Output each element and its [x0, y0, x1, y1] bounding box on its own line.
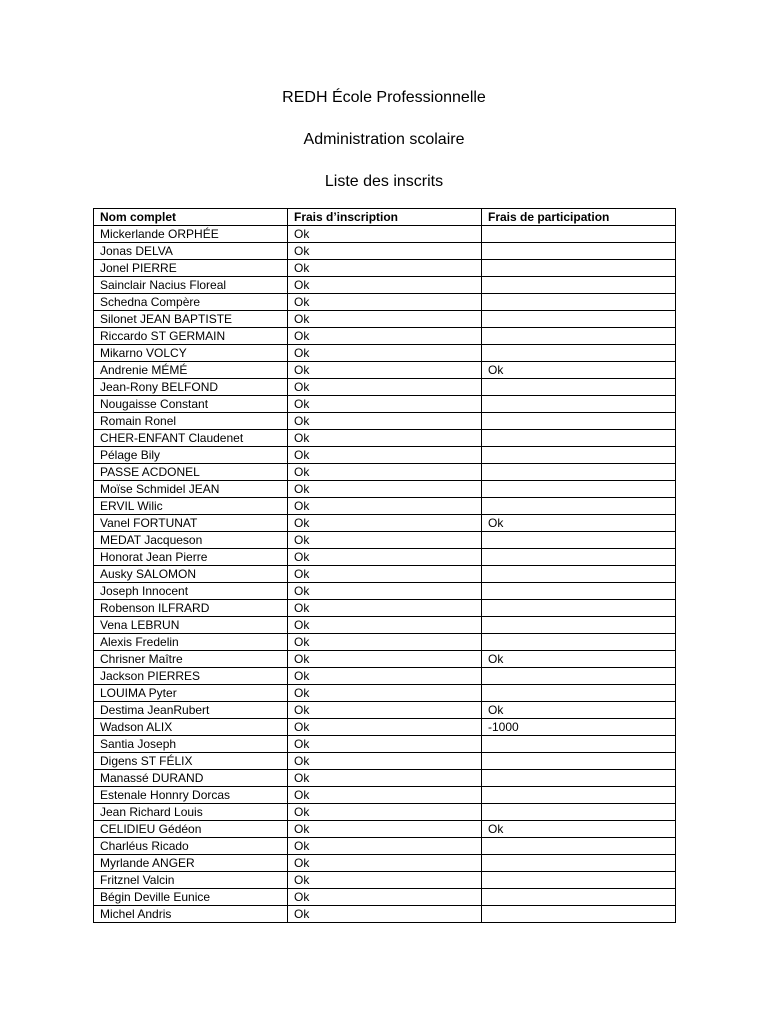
student-name-cell: Sainclair Nacius Floreal [94, 277, 288, 294]
table-row [94, 549, 676, 566]
participation-fee-cell: Ok [482, 821, 676, 838]
participation-fee-cell [482, 736, 676, 753]
participation-fee-cell [482, 566, 676, 583]
student-name-cell: Silonet JEAN BAPTISTE [94, 311, 288, 328]
table-row [94, 872, 676, 889]
table-row [94, 821, 676, 838]
participation-fee-cell [482, 430, 676, 447]
participation-fee-cell [482, 311, 676, 328]
participation-fee-cell [482, 583, 676, 600]
participation-fee-cell: Ok [482, 702, 676, 719]
registration-fee-cell: Ok [288, 753, 482, 770]
student-name-cell: Jackson PIERRES [94, 668, 288, 685]
table-row [94, 804, 676, 821]
registration-fee-cell: Ok [288, 328, 482, 345]
table-row [94, 600, 676, 617]
table-row [94, 294, 676, 311]
participation-fee-cell: Ok [482, 651, 676, 668]
registration-fee-cell: Ok [288, 838, 482, 855]
participation-fee-cell [482, 889, 676, 906]
participation-fee-cell [482, 855, 676, 872]
table-row [94, 345, 676, 362]
registration-fee-cell: Ok [288, 464, 482, 481]
registration-fee-cell: Ok [288, 855, 482, 872]
table-row [94, 430, 676, 447]
student-name-cell: CELIDIEU Gédéon [94, 821, 288, 838]
participation-fee-cell: -1000 [482, 719, 676, 736]
participation-fee-cell: Ok [482, 515, 676, 532]
participation-fee-cell [482, 396, 676, 413]
column-header-participation-fee: Frais de participation [482, 209, 676, 226]
registration-fee-cell: Ok [288, 260, 482, 277]
department-name: Administration scolaire [303, 131, 465, 148]
participation-fee-cell: Ok [482, 362, 676, 379]
participation-fee-cell [482, 447, 676, 464]
student-name-cell: Manassé DURAND [94, 770, 288, 787]
registration-fee-cell: Ok [288, 532, 482, 549]
table-row [94, 651, 676, 668]
student-name-cell: Chrisner Maître [94, 651, 288, 668]
participation-fee-cell [482, 226, 676, 243]
student-name-cell: Myrlande ANGER [94, 855, 288, 872]
student-name-cell: Bégin Deville Eunice [94, 889, 288, 906]
registration-fee-cell: Ok [288, 719, 482, 736]
student-name-cell: Schedna Compère [94, 294, 288, 311]
participation-fee-cell [482, 685, 676, 702]
participation-fee-cell [482, 668, 676, 685]
participation-fee-cell [482, 600, 676, 617]
participation-fee-cell [482, 804, 676, 821]
registration-fee-cell: Ok [288, 685, 482, 702]
registration-fee-cell: Ok [288, 736, 482, 753]
registration-fee-cell: Ok [288, 481, 482, 498]
registration-fee-cell: Ok [288, 889, 482, 906]
registration-fee-cell: Ok [288, 345, 482, 362]
student-name-cell: Estenale Honnry Dorcas [94, 787, 288, 804]
student-name-cell: Vanel FORTUNAT [94, 515, 288, 532]
table-row [94, 906, 676, 923]
registration-fee-cell: Ok [288, 413, 482, 430]
registration-fee-cell: Ok [288, 617, 482, 634]
participation-fee-cell [482, 277, 676, 294]
table-row [94, 583, 676, 600]
registration-fee-cell: Ok [288, 362, 482, 379]
participation-fee-cell [482, 413, 676, 430]
registration-fee-cell: Ok [288, 651, 482, 668]
participation-fee-cell [482, 328, 676, 345]
table-row [94, 311, 676, 328]
table-row [94, 855, 676, 872]
registration-fee-cell: Ok [288, 447, 482, 464]
student-name-cell: Wadson ALIX [94, 719, 288, 736]
registration-fee-cell: Ok [288, 821, 482, 838]
table-row [94, 277, 676, 294]
student-name-cell: Charléus Ricado [94, 838, 288, 855]
participation-fee-cell [482, 549, 676, 566]
table-row [94, 770, 676, 787]
participation-fee-cell [482, 260, 676, 277]
table-row [94, 838, 676, 855]
participation-fee-cell [482, 753, 676, 770]
participation-fee-cell [482, 838, 676, 855]
participation-fee-cell [482, 464, 676, 481]
student-name-cell: Pélage Bily [94, 447, 288, 464]
student-name-cell: Romain Ronel [94, 413, 288, 430]
table-row [94, 379, 676, 396]
table-row [94, 396, 676, 413]
participation-fee-cell [482, 617, 676, 634]
table-row [94, 787, 676, 804]
table-row [94, 889, 676, 906]
table-row [94, 226, 676, 243]
registration-fee-cell: Ok [288, 600, 482, 617]
participation-fee-cell [482, 634, 676, 651]
table-row [94, 566, 676, 583]
registration-fee-cell: Ok [288, 379, 482, 396]
table-row [94, 447, 676, 464]
student-name-cell: Jean-Rony BELFOND [94, 379, 288, 396]
registration-fee-cell: Ok [288, 549, 482, 566]
student-name-cell: CHER-ENFANT Claudenet [94, 430, 288, 447]
table-row [94, 481, 676, 498]
participation-fee-cell [482, 532, 676, 549]
registration-fee-cell: Ok [288, 515, 482, 532]
student-name-cell: PASSE ACDONEL [94, 464, 288, 481]
table-row [94, 260, 676, 277]
registration-fee-cell: Ok [288, 702, 482, 719]
registration-fee-cell: Ok [288, 294, 482, 311]
student-name-cell: Ausky SALOMON [94, 566, 288, 583]
participation-fee-cell [482, 481, 676, 498]
student-name-cell: Vena LEBRUN [94, 617, 288, 634]
registration-fee-cell: Ok [288, 430, 482, 447]
registration-fee-cell: Ok [288, 872, 482, 889]
table-row [94, 736, 676, 753]
table-row [94, 515, 676, 532]
student-name-cell: Santia Joseph [94, 736, 288, 753]
registration-fee-cell: Ok [288, 396, 482, 413]
table-row [94, 702, 676, 719]
registration-fee-cell: Ok [288, 226, 482, 243]
student-name-cell: Robenson ILFRARD [94, 600, 288, 617]
registration-fee-cell: Ok [288, 243, 482, 260]
table-row [94, 243, 676, 260]
student-name-cell: Joseph Innocent [94, 583, 288, 600]
registration-fee-cell: Ok [288, 566, 482, 583]
enrollment-table [93, 208, 676, 923]
student-name-cell: MEDAT Jacqueson [94, 532, 288, 549]
table-row [94, 753, 676, 770]
registration-fee-cell: Ok [288, 906, 482, 923]
participation-fee-cell [482, 787, 676, 804]
student-name-cell: ERVIL Wilic [94, 498, 288, 515]
student-name-cell: Fritznel Valcin [94, 872, 288, 889]
table-row [94, 498, 676, 515]
registration-fee-cell: Ok [288, 311, 482, 328]
student-name-cell: Honorat Jean Pierre [94, 549, 288, 566]
student-name-cell: Jonel PIERRE [94, 260, 288, 277]
table-row [94, 634, 676, 651]
participation-fee-cell [482, 243, 676, 260]
participation-fee-cell [482, 770, 676, 787]
table-row [94, 464, 676, 481]
table-row [94, 532, 676, 549]
registration-fee-cell: Ok [288, 277, 482, 294]
registration-fee-cell: Ok [288, 668, 482, 685]
registration-fee-cell: Ok [288, 583, 482, 600]
participation-fee-cell [482, 345, 676, 362]
registration-fee-cell: Ok [288, 770, 482, 787]
student-name-cell: Digens ST FÉLIX [94, 753, 288, 770]
student-name-cell: Mikarno VOLCY [94, 345, 288, 362]
participation-fee-cell [482, 906, 676, 923]
registration-fee-cell: Ok [288, 804, 482, 821]
student-name-cell: Jean Richard Louis [94, 804, 288, 821]
student-name-cell: Jonas DELVA [94, 243, 288, 260]
student-name-cell: Andrenie MÉMÉ [94, 362, 288, 379]
student-name-cell: Nougaisse Constant [94, 396, 288, 413]
student-name-cell: Mickerlande ORPHÉE [94, 226, 288, 243]
table-row [94, 413, 676, 430]
table-row [94, 719, 676, 736]
table-row [94, 668, 676, 685]
document-title: Liste des inscrits [324, 173, 444, 190]
student-name-cell: Moïse Schmidel JEAN [94, 481, 288, 498]
student-name-cell: LOUIMA Pyter [94, 685, 288, 702]
table-body [94, 226, 676, 923]
participation-fee-cell [482, 379, 676, 396]
column-header-registration-fee: Frais d’inscription [288, 209, 482, 226]
column-header-name: Nom complet [94, 209, 288, 226]
table-row [94, 685, 676, 702]
school-name: REDH École Professionnelle [282, 89, 486, 106]
participation-fee-cell [482, 294, 676, 311]
participation-fee-cell [482, 498, 676, 515]
registration-fee-cell: Ok [288, 634, 482, 651]
table-row [94, 362, 676, 379]
student-name-cell: Riccardo ST GERMAIN [94, 328, 288, 345]
registration-fee-cell: Ok [288, 498, 482, 515]
student-name-cell: Destima JeanRubert [94, 702, 288, 719]
table-row [94, 617, 676, 634]
table-row [94, 328, 676, 345]
table-header-row [94, 209, 676, 226]
participation-fee-cell [482, 872, 676, 889]
student-name-cell: Alexis Fredelin [94, 634, 288, 651]
student-name-cell: Michel Andris [94, 906, 288, 923]
registration-fee-cell: Ok [288, 787, 482, 804]
